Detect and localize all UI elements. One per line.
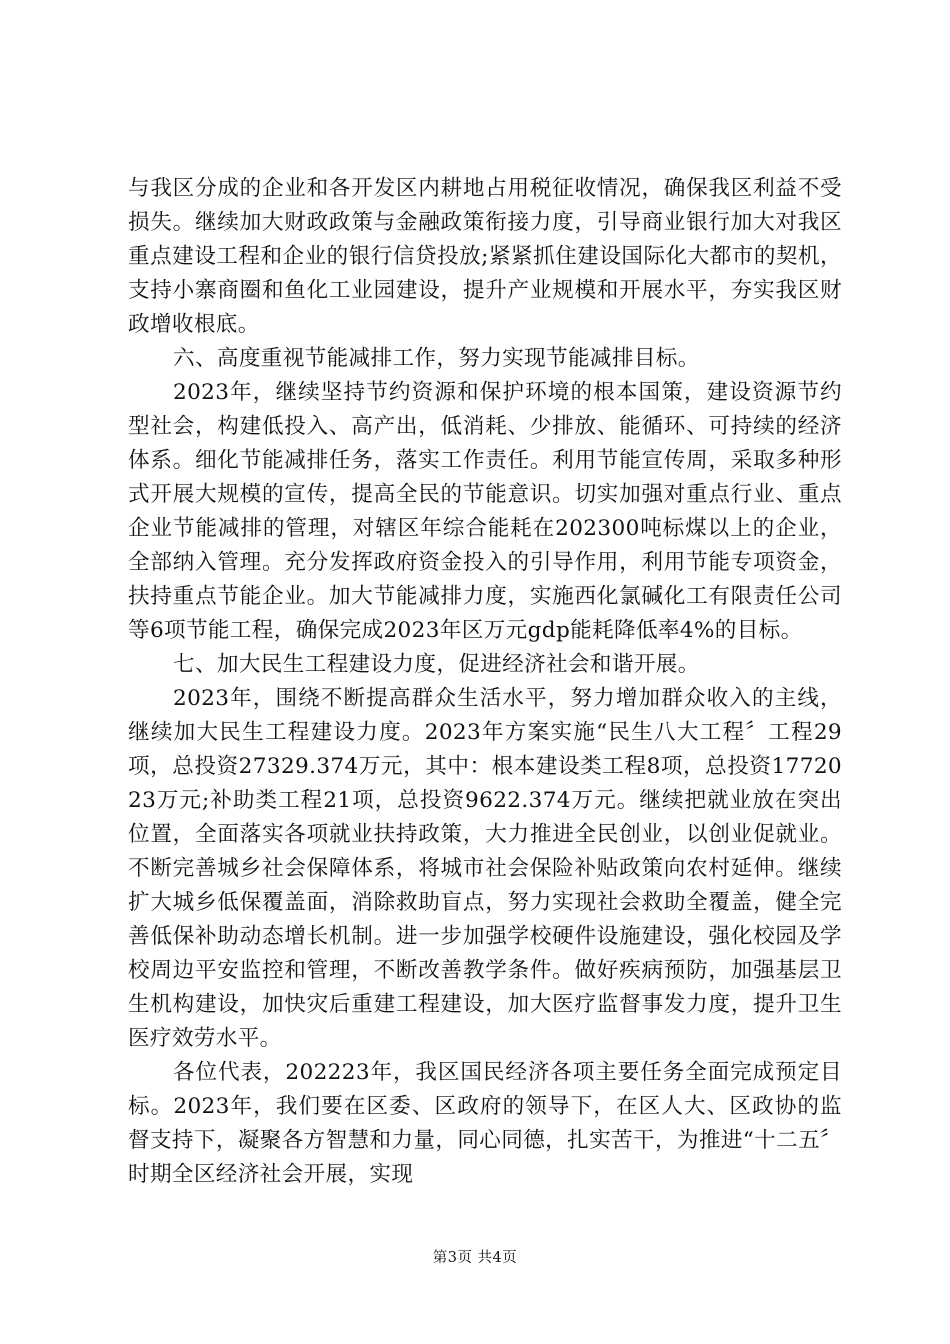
paragraph-closing: 各位代表，202223年，我区国民经济各项主要任务全面完成预定目标。2023年，我们要在区委、区政府的领导下，在区人大、区政协的监督支持下，凝聚各方智慧和力量，同心同德，扎实苦干，为推进“十二五〞时期全区经济社会开展，实现 [128,1060,842,1187]
section-heading-energy-saving: 六、高度重视节能减排工作，努力实现节能减排目标。 [173,346,700,371]
section-heading-livelihood: 七、加大民生工程建设力度，促进经济社会和谐开展。 [173,652,700,677]
page-number-footer: 第3页 共4页 [432,1250,518,1266]
document-body [128,172,842,1192]
paragraph-livelihood: 2023年，围绕不断提高群众生活水平，努力增加群众收入的主线，继续加大民生工程建设力度。2023年方案实施“民生八大工程〞工程29项，总投资27329.374万元，其中：根本建设类工程8项，总投资1772023万元;补助类工程21项，总投资9622.374万元。继续把就业放在突出位置，全面落实各项就业扶持政策，大力推进全民创业，以创业促就业。不断完善城乡社会保障体系，将城市社会保险补贴政策向农村延伸。继续扩大城乡低保覆盖面，消除救助盲点，努力实现社会救助全覆盖，健全完善低保补助动态增长机制。进一步加强学校硬件设施建设，强化校园及学校周边平安监控和管理，不断改善教学条件。做好疾病预防，加强基层卫生机构建设，加快灾后重建工程建设，加大医疗监督事发力度，提升卫生医疗效劳水平。 [128,686,842,1051]
paragraph-energy-saving: 2023年，继续坚持节约资源和保护环境的根本国策，建设资源节约型社会，构建低投入、高产出，低消耗、少排放、能循环、可持续的经济体系。细化节能减排任务，落实工作责任。利用节能宣传周，采取多种形式开展大规模的宣传，提高全民的节能意识。切实加强对重点行业、重点企业节能减排的管理，对辖区年综合能耗在202300吨标煤以上的企业，全部纳入管理。充分发挥政府资金投入的引导作用，利用节能专项资金，扶持重点节能企业。加大节能减排力度，实施西化氯碱化工有限责任公司等6项节能工程，确保完成2023年区万元gdp能耗降低率4%的目标。 [128,380,842,643]
paragraph-fiscal-policy: 与我区分成的企业和各开发区内耕地占用税征收情况，确保我区利益不受损失。继续加大财政政策与金融政策衔接力度，引导商业银行加大对我区重点建设工程和企业的银行信贷投放;紧紧抓住建设国际化大都市的契机，支持小寨商圈和鱼化工业园建设，提升产业规模和开展水平，夯实我区财政增收根底。 [128,176,842,337]
